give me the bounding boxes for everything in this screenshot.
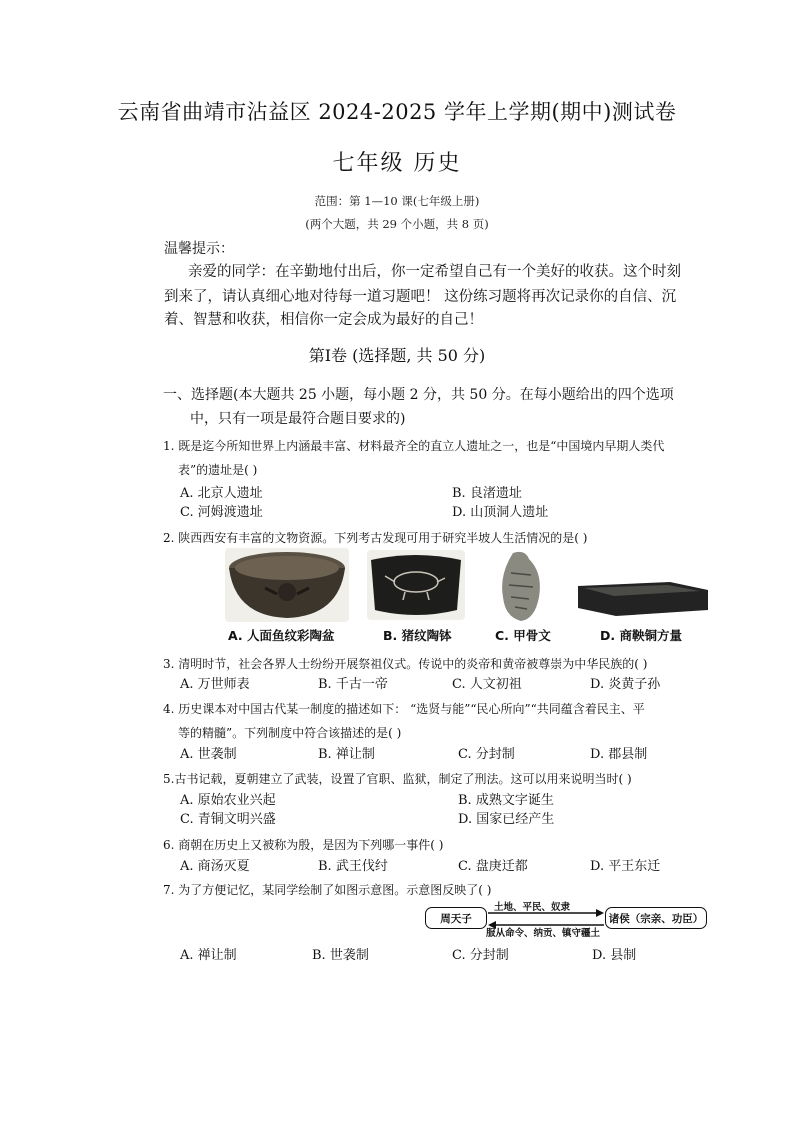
question-1-option-c[interactable]: C. 河姆渡遗址 [180,505,263,520]
question-5-option-b[interactable]: B. 成熟文字诞生 [458,793,554,808]
question-3-stem: 3. 清明时节，社会各界人士纷纷开展祭祖仪式。传说中的炎帝和黄帝被尊崇为中华民族的( ) [163,657,648,671]
pottery-basin-drawing [225,548,349,622]
bronze-measure-drawing [574,576,712,622]
diagram-arrow-right-head [596,909,604,917]
question-3-option-d[interactable]: D. 炎黄子孙 [590,677,661,692]
pig-bowl-drawing [367,550,465,620]
question-1-option-d[interactable]: D. 山顶洞人遗址 [452,505,549,520]
question-7-option-a[interactable]: A. 禅让制 [180,948,237,963]
question-1-option-a[interactable]: A. 北京人遗址 [180,486,263,501]
diagram-top-label: 土地、平民、奴隶 [494,902,571,913]
tips-label: 温馨提示： [164,241,234,257]
diagram-arrow-left-head [488,921,496,929]
question-1-stem: 1. 既是迄今所知世界上内涵最丰富、材料最齐全的直立人遗址之一，也是“中国境内早期人类代 [163,439,665,453]
exam-subtitle: 七年级 历史 [332,151,462,176]
pig-pattern-bowl-image[interactable] [367,550,465,620]
question-1-stem-cont: 表”的遗址是( ) [178,463,258,477]
section-heading-cont: 中，只有一项是最符合题目要求的) [190,411,406,427]
exam-range: 范围：第 1—10 课(七年级上册) [314,194,480,208]
diagram-arrows [486,908,606,930]
question-3-option-a[interactable]: A. 万世师表 [180,677,250,692]
oracle-bone-drawing [495,549,547,622]
section-heading: 一、选择题(本大题共 25 小题，每小题 2 分，共 50 分。在每小题给出的四个选项 [163,387,674,403]
tips-line-3: 着、智慧和收获，相信你一定会成为最好的自己！ [164,312,483,328]
image-caption-a: A. 人面鱼纹彩陶盆 [228,628,335,643]
image-caption-c: C. 甲骨文 [495,628,551,643]
exam-title: 云南省曲靖市沾益区 2024-2025 学年上学期(期中)测试卷 [117,100,677,124]
question-3-option-c[interactable]: C. 人文初祖 [452,677,522,692]
question-5-option-c[interactable]: C. 青铜文明兴盛 [180,812,276,827]
image-caption-d: D. 商鞅铜方量 [600,628,682,643]
question-6-option-b[interactable]: B. 武王伐纣 [318,859,388,874]
question-6-option-d[interactable]: D. 平王东迁 [590,859,661,874]
diagram-bottom-label: 服从命令、纳贡、镇守疆土 [486,928,601,939]
tips-line-2: 到来了，请认真细心地对待每一道习题吧！ 这份练习题将再次记录你的自信、沉 [164,289,677,305]
question-7-option-c[interactable]: C. 分封制 [452,948,509,963]
question-7-option-d[interactable]: D. 县制 [592,948,637,963]
question-1-option-b[interactable]: B. 良渚遗址 [452,486,522,501]
exam-count: (两个大题，共 29 个小题，共 8 页) [305,217,489,231]
question-4-option-d[interactable]: D. 郡县制 [590,747,648,762]
question-6-option-a[interactable]: A. 商汤灭夏 [180,859,250,874]
oracle-bone-image[interactable] [495,549,547,622]
diagram-box-king: 周天子 [425,907,487,929]
image-caption-b: B. 猪纹陶钵 [383,628,452,643]
tips-line-1: 亲爱的同学：在辛勤地付出后，你一定希望自己有一个美好的收获。这个时刻 [188,264,681,280]
question-4-option-b[interactable]: B. 禅让制 [318,747,375,762]
question-4-option-c[interactable]: C. 分封制 [458,747,515,762]
diagram-box-vassals: 诸侯（宗亲、功臣） [605,907,707,929]
question-2-stem: 2. 陕西西安有丰富的文物资源。下列考古发现可用于研究半坡人生活情况的是( ) [163,531,588,545]
question-4-stem: 4. 历史课本对中国古代某一制度的描述如下： “选贤与能”“民心所向”“共同蕴含着民主、平 [163,702,645,716]
question-4-option-a[interactable]: A. 世袭制 [180,747,237,762]
painted-pottery-basin-image[interactable] [225,548,349,622]
question-5-option-d[interactable]: D. 国家已经产生 [458,812,555,827]
question-6-option-c[interactable]: C. 盘庚迁都 [458,859,528,874]
question-7-option-b[interactable]: B. 世袭制 [312,948,369,963]
question-5-option-a[interactable]: A. 原始农业兴起 [180,793,276,808]
question-7-stem: 7. 为了方便记忆，某同学绘制了如图示意图。示意图反映了( ) [163,883,492,897]
question-3-option-b[interactable]: B. 千古一帝 [318,677,388,692]
bronze-measure-image[interactable] [574,576,712,622]
volume-heading: 第Ⅰ卷 (选择题, 共 50 分) [308,346,486,365]
question-5-stem: 5.古书记载，夏朝建立了武装，设置了官职、监狱，制定了刑法。这可以用来说明当时( ) [163,772,632,786]
question-4-stem-cont: 等的精髓”。下列制度中符合该描述的是( ) [178,726,402,740]
question-6-stem: 6. 商朝在历史上又被称为殷，是因为下列哪一事件( ) [163,838,444,852]
